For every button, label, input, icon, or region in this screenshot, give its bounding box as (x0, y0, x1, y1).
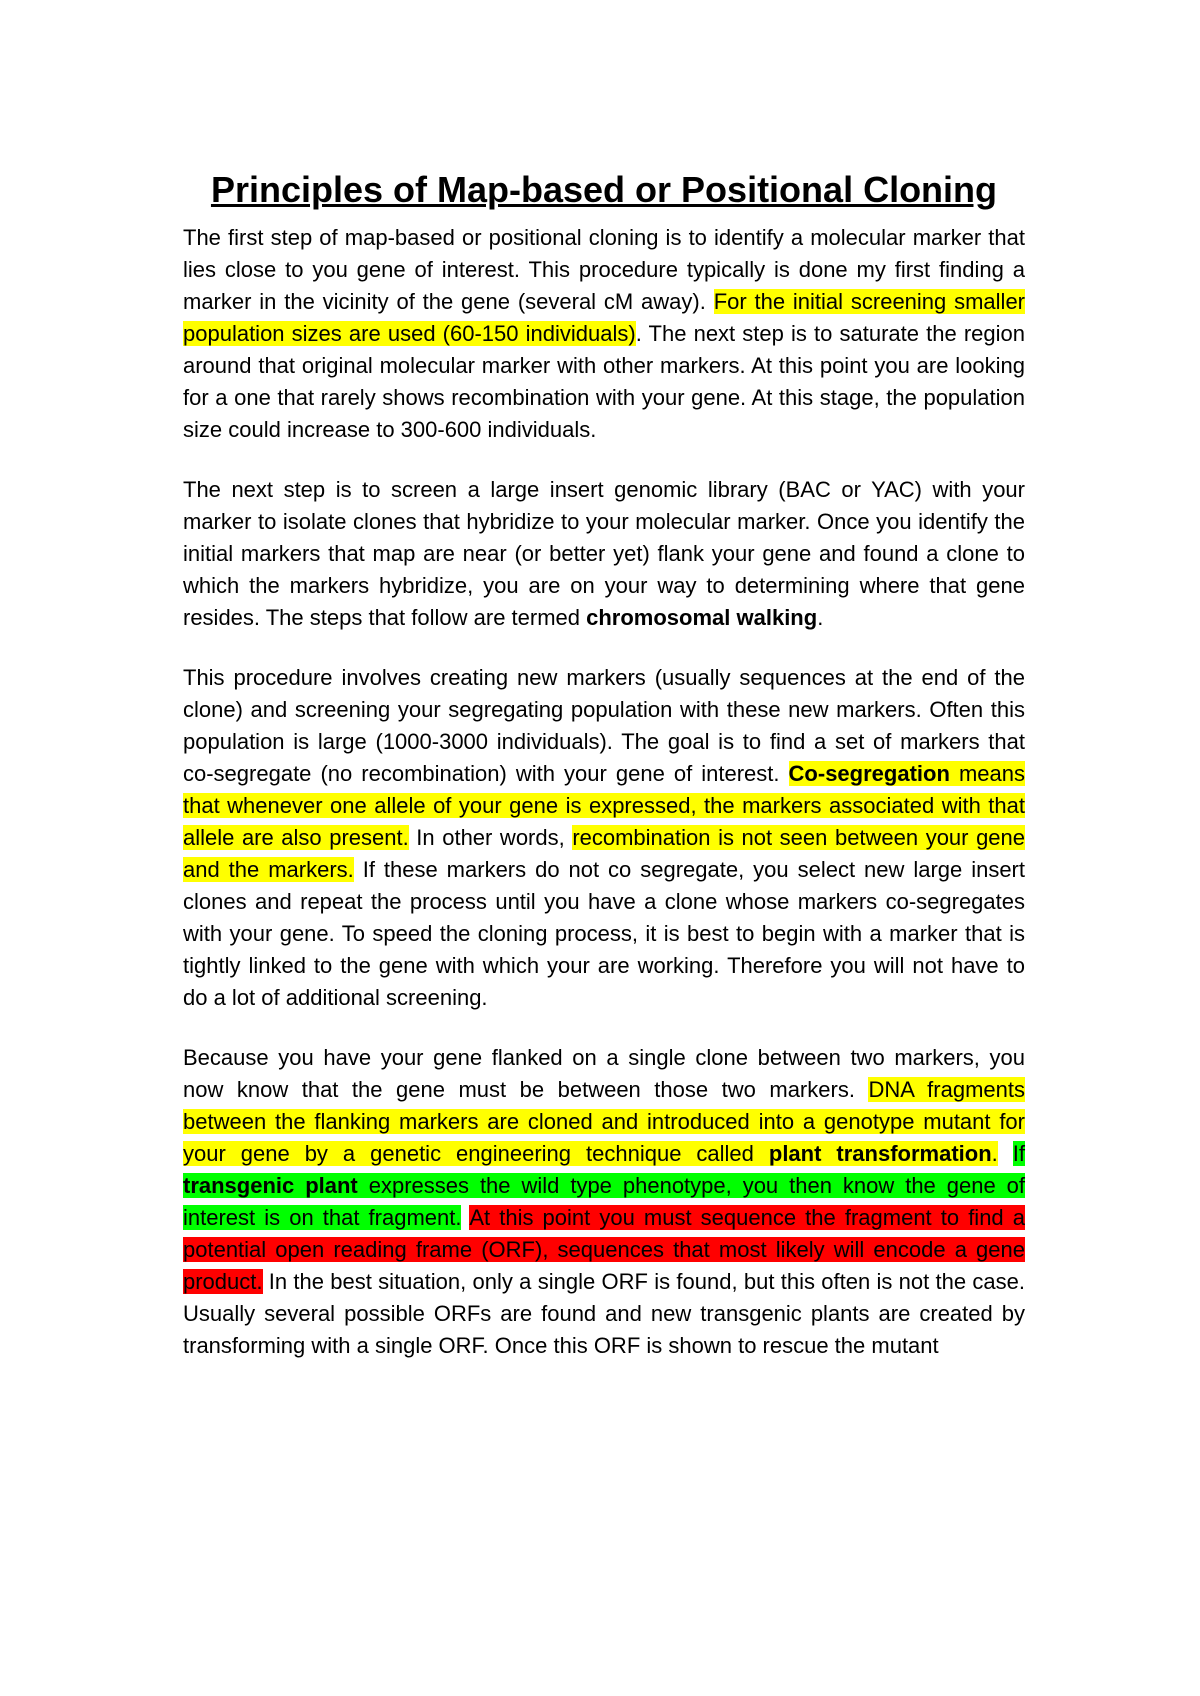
text-run: . (817, 605, 824, 630)
green-highlight: expresses the wild type phenotype, you then know the gene of interest is on that fragment. (183, 1173, 1025, 1230)
text-run: The first step of map-based or positional cloning is to identify a molecular marker that lies close to you gene of interest. This procedure typically is done my first finding a marker in the vicinity of the gene (several cM away). (183, 225, 1025, 314)
green-highlight: If (1012, 1141, 1025, 1166)
green-highlight-bold-term: transgenic plant (183, 1173, 358, 1198)
yellow-highlight-bold-term: Co-segregation (788, 761, 950, 786)
yellow-highlight: means that whenever one allele of your gene is expressed, the markers associated with that allele are also present. (183, 761, 1025, 850)
document-title: Principles of Map-based or Positional Cloning (210, 169, 998, 210)
paragraph-4 (183, 1042, 1025, 1362)
text-run: . The next step is to saturate the region around that original molecular marker with other markers. At this point you are looking for a one that rarely shows recombination with your gene. At this stage, the population size could increase to 300-600 individuals. (183, 321, 1026, 442)
text-run: In other words, (408, 825, 573, 850)
yellow-highlight: recombination is not seen between your gene and the markers. (183, 825, 1026, 882)
paragraph-2 (183, 474, 1025, 634)
text-run: The next step is to screen a large insert genomic library (BAC or YAC) with your marker to isolate clones that hybridize to your molecular marker. Once you identify the initial markers that map are near (or better yet) flank your gene and found a clone to which the markers hybridize, you are on your way to determining where that gene resides. The steps that follow are termed (183, 477, 1025, 630)
paragraph-1 (183, 222, 1025, 446)
text-run: In the best situation, only a single ORF is found, but this often is not the case. Usually several possible ORFs are found and new transgenic plants are created by transforming with a single ORF. Once this ORF is shown to rescue the mutant (183, 1269, 1025, 1358)
text-run: Because you have your gene flanked on a single clone between two markers, you now know that the gene must be between those two markers. (183, 1045, 1025, 1102)
text-run (998, 1141, 1013, 1166)
yellow-highlight: DNA fragments between the flanking markers are cloned and introduced into a genotype mutant for your gene by a genetic engineering technique called (183, 1077, 1025, 1166)
red-highlight: At this point you must sequence the fragment to find a potential open reading frame (ORF), sequences that most likely will encode a gene product. (183, 1205, 1025, 1294)
text-run: If these markers do not co segregate, you select new large insert clones and repeat the process until you have a clone whose markers co-segregates with your gene. To speed the cloning process, it is best to begin with a marker that is tightly linked to the gene with which your are working. Therefore you will not have to do a lot of additional screening. (183, 857, 1025, 1010)
paragraph-3 (183, 662, 1025, 1014)
bold-term: chromosomal walking (586, 605, 818, 630)
document-body (183, 160, 1025, 1362)
text-run: This procedure involves creating new markers (usually sequences at the end of the clone) and screening your segregating population with these new markers. Often this population is large (1000-3000 individuals). The goal is to find a set of markers that co-segregate (no recombination) with your gene of interest. (183, 665, 1025, 786)
yellow-highlight-bold-term: plant transformation (768, 1141, 992, 1166)
yellow-highlight: For the initial screening smaller population sizes are used (60-150 individuals) (183, 289, 1025, 346)
yellow-highlight: . (991, 1141, 998, 1166)
